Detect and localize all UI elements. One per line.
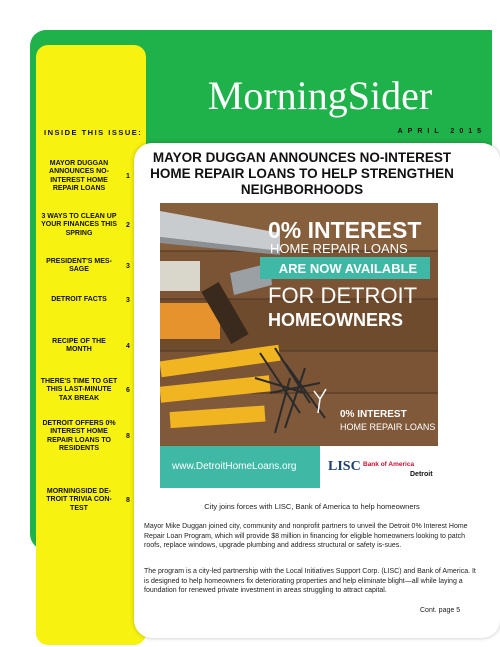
loan-advertisement[interactable] [160, 203, 438, 488]
ad-url-link[interactable]: www.DetroitHomeLoans.org [172, 461, 297, 472]
toc-item[interactable] [40, 258, 144, 275]
toc-item[interactable] [40, 296, 144, 304]
toc-item-page: 8 [126, 497, 130, 505]
toc-item-title: DETROIT FACTS [51, 296, 107, 303]
article-headline: MAYOR DUGGAN ANNOUNCES NO-INTEREST HOME REPAIR LOANS TO HELP STRENGTHEN NEIGHBORHOODS [150, 150, 454, 197]
toc-item-page: 8 [126, 433, 130, 441]
toc-item-page: 2 [126, 222, 130, 230]
ad-headline-1: 0% INTEREST [268, 217, 422, 243]
detroit-logo: Detroit [410, 471, 433, 478]
toc-item[interactable] [40, 488, 144, 513]
ad-headline-4: FOR DETROIT [268, 283, 418, 308]
image-caption: City joins forces with LISC, Bank of America to help homeowners [204, 502, 420, 511]
toc-item[interactable] [40, 338, 144, 355]
toc-item-title: DETROIT OFFERS 0% INTEREST HOME REPAIR LOANS TO RESIDENTS [42, 420, 116, 453]
masthead-title: MorningSider [207, 73, 433, 118]
toc-item[interactable] [40, 213, 144, 238]
toc-item-page: 6 [126, 387, 130, 395]
toc-item-title: MORNINGSIDE DE-TROIT TRIVIA CON-TEST [46, 488, 112, 512]
toc-item-title: MAYOR DUGGAN ANNOUNCES NO-INTEREST HOME REPAIR LOANS [49, 160, 109, 193]
toc-item-title: THERE'S TIME TO GET THIS LAST-MINUTE TAX BREAK [40, 378, 118, 402]
toc-item-page: 3 [126, 262, 130, 270]
toc-item[interactable] [40, 420, 144, 454]
toc-item-title: RECIPE OF THE MONTH [52, 338, 106, 354]
toc-item-page: 4 [126, 342, 130, 350]
toc-item-title: PRESIDENT'S MES-SAGE [46, 258, 112, 274]
ad-headline-3: ARE NOW AVAILABLE [278, 261, 418, 276]
article-paragraph: Mayor Mike Duggan joined city, community and nonprofit partners to unveil the Detroit 0% Interest Home Repair Loan Program, which will provide $8 million in financing for eligible homeowners looking to patch roofs, replace windows, upgrade plumbing and address structural or safety is-sues. [144, 523, 468, 549]
issue-date: APRIL 2015 [397, 128, 486, 135]
ad-headline-5: HOMEOWNERS [268, 310, 403, 330]
toc-item-title: 3 WAYS TO CLEAN UP YOUR FINANCES THIS SPRING [41, 213, 117, 237]
ad-headline-2: HOME REPAIR LOANS [270, 241, 408, 256]
article-paragraph: The program is a city-led partnership with the Local Initiatives Support Corp. (LISC) and Bank of America. It is designed to help homeowners fix deteriorating properties and help eliminate blight—all while laying a foundation for renewed private investment in areas struggling to attract capital. [144, 568, 476, 594]
ad-badge-2: HOME REPAIR LOANS [340, 422, 436, 432]
continued-note[interactable]: Cont. page 5 [420, 607, 461, 614]
toc-item[interactable] [40, 378, 144, 403]
sidebar-heading: INSIDE THIS ISSUE: [44, 128, 143, 137]
lisc-logo: LISC [328, 459, 361, 474]
ad-badge-1: 0% INTEREST [340, 409, 407, 420]
toc-item-page: 3 [126, 296, 130, 304]
bank-of-america-logo: Bank of America [363, 461, 415, 468]
toc-item[interactable] [40, 160, 144, 194]
toc-item-page: 1 [126, 173, 130, 181]
